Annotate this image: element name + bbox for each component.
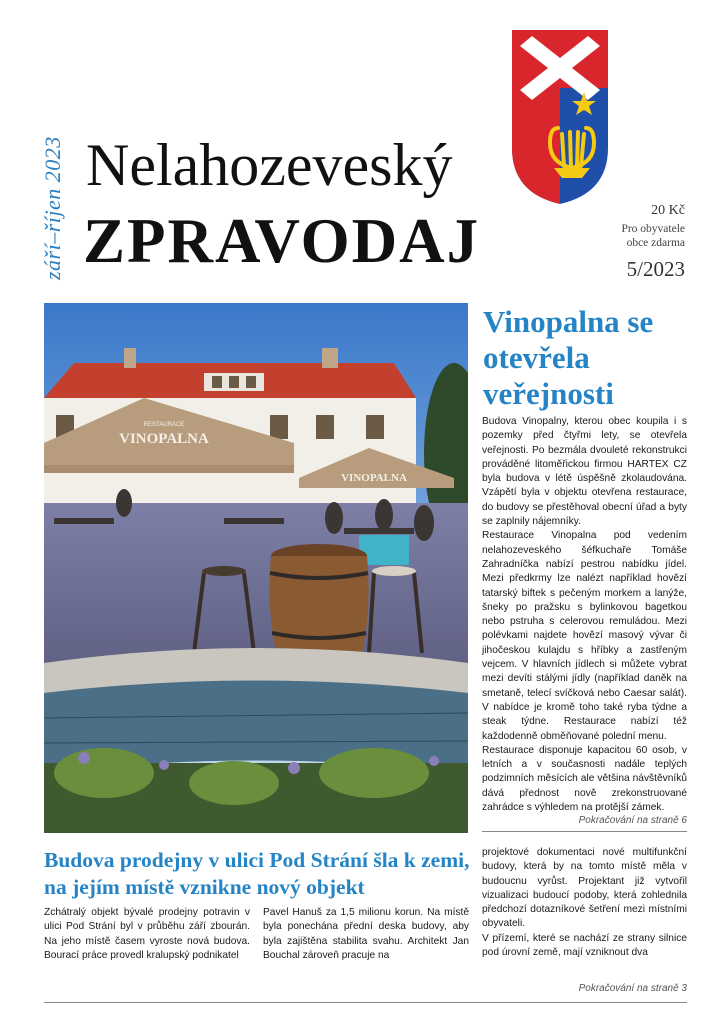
umbrella-text-left: VINOPALNA	[119, 431, 209, 447]
article2-column2: Pavel Hanuš za 1,5 milionu korun. Na místě byla ponechána přední deska budovy, aby byla zajištěna stabilita svahu. Architekt Jan Bouchal zároveň pracuje na	[263, 907, 469, 961]
masthead-title-line2: ZPRAVODAJ	[83, 206, 481, 276]
divider	[44, 1002, 687, 1003]
article2-column1: Zchátralý objekt bývalé prodejny potravin v ulici Pod Strání byl v průběhu září zbourán. Na jeho místě časem vyroste nová budova. Bourací práce provedl kralupský podnikatel	[44, 907, 250, 961]
price-note-line2: obce zdarma	[626, 237, 685, 249]
umbrella-text-right: VINOPALNA	[341, 472, 407, 484]
price-note-line1: Pro obyvatele	[621, 223, 685, 235]
masthead-title-line1: Nelahozeveský	[86, 132, 453, 198]
divider	[482, 831, 687, 832]
article1-paragraph: Restaurace Vinopalna pod vedením nelahozeveského šéfkuchaře Tomáše Zahradníčka nabízí pestrou nabídku jídel. Mezi předkrmy lze nalézt například hovězí tatarský biftek s pečeným morkem a lanýže, šneky po pražsku s bylinkovou bagetkou nebo pstruha s celerovou remuládou. Mezi polévkami najdete hovězí masový vývar či jihočeskou kulajdu s hříbky a zastřeným vejcem. V hlavních jídlech si můžete vybrat mezi devíti stálými jídly (například daněk na smetaně, telecí svíčková nebo Caesar salát). V nabídce je kromě toho také ryba týdne a steak týdne. Restaurace nabízí též každodenně obměňované polední menu.	[482, 530, 687, 742]
article1-headline: Vinopalna se otevřela veřejnosti	[483, 304, 654, 411]
issue-date: září–říjen 2023	[40, 136, 65, 280]
price-note	[585, 222, 685, 250]
article2-continued-link[interactable]: Pokračování na straně 3	[578, 983, 687, 994]
article2-column3	[482, 846, 687, 981]
article2-paragraph: V přízemí, které se nachází ze strany silnice pod úrovní země, mají vzniknout dva	[482, 932, 687, 959]
issue-number: 5/2023	[626, 257, 685, 281]
umbrella-small-text-left: RESTAURACE	[143, 422, 185, 428]
vinopalna-photo	[44, 303, 468, 833]
article1-body	[482, 415, 687, 813]
article2-paragraph: projektové dokumentaci nové multifunkční budovy, která by na tomto místě měla v budoucnu vyrůst. Projektant již vytvořil vizualizaci budoucí podoby, která zohlednila předchozí dotazníkové šetření mezi místními obyvateli.	[482, 847, 687, 930]
village-crest-logo	[510, 28, 610, 206]
article1-paragraph: Budova Vinopalny, kterou obec koupila i s pozemky před čtyřmi lety, se otevřela veřejnosti. Po bezmála dvouleté rekonstrukci prováděné litoměřickou firmou HARTEX CZ byla budova v létě úspěšně zkolaudována. Vzápětí byla v objektu otevřena restaurace, do budovy se přestěhoval obecní úřad a byty se zaplnily nájemníky.	[482, 416, 687, 528]
article2-headline: Budova prodejny v ulici Pod Strání šla k zemi, na jejím místě vznikne nový objekt	[44, 848, 470, 899]
price: 20 Kč	[651, 203, 685, 218]
article1-paragraph: Restaurace disponuje kapacitou 60 osob, v letních a v současnosti nadále teplých podzimních měsících ale většina návštěvníků dává přednost nově zrekonstruované zahrádce s výhledem na protější zámek.	[482, 744, 687, 813]
article1-continued-link[interactable]: Pokračování na straně 6	[578, 815, 687, 826]
